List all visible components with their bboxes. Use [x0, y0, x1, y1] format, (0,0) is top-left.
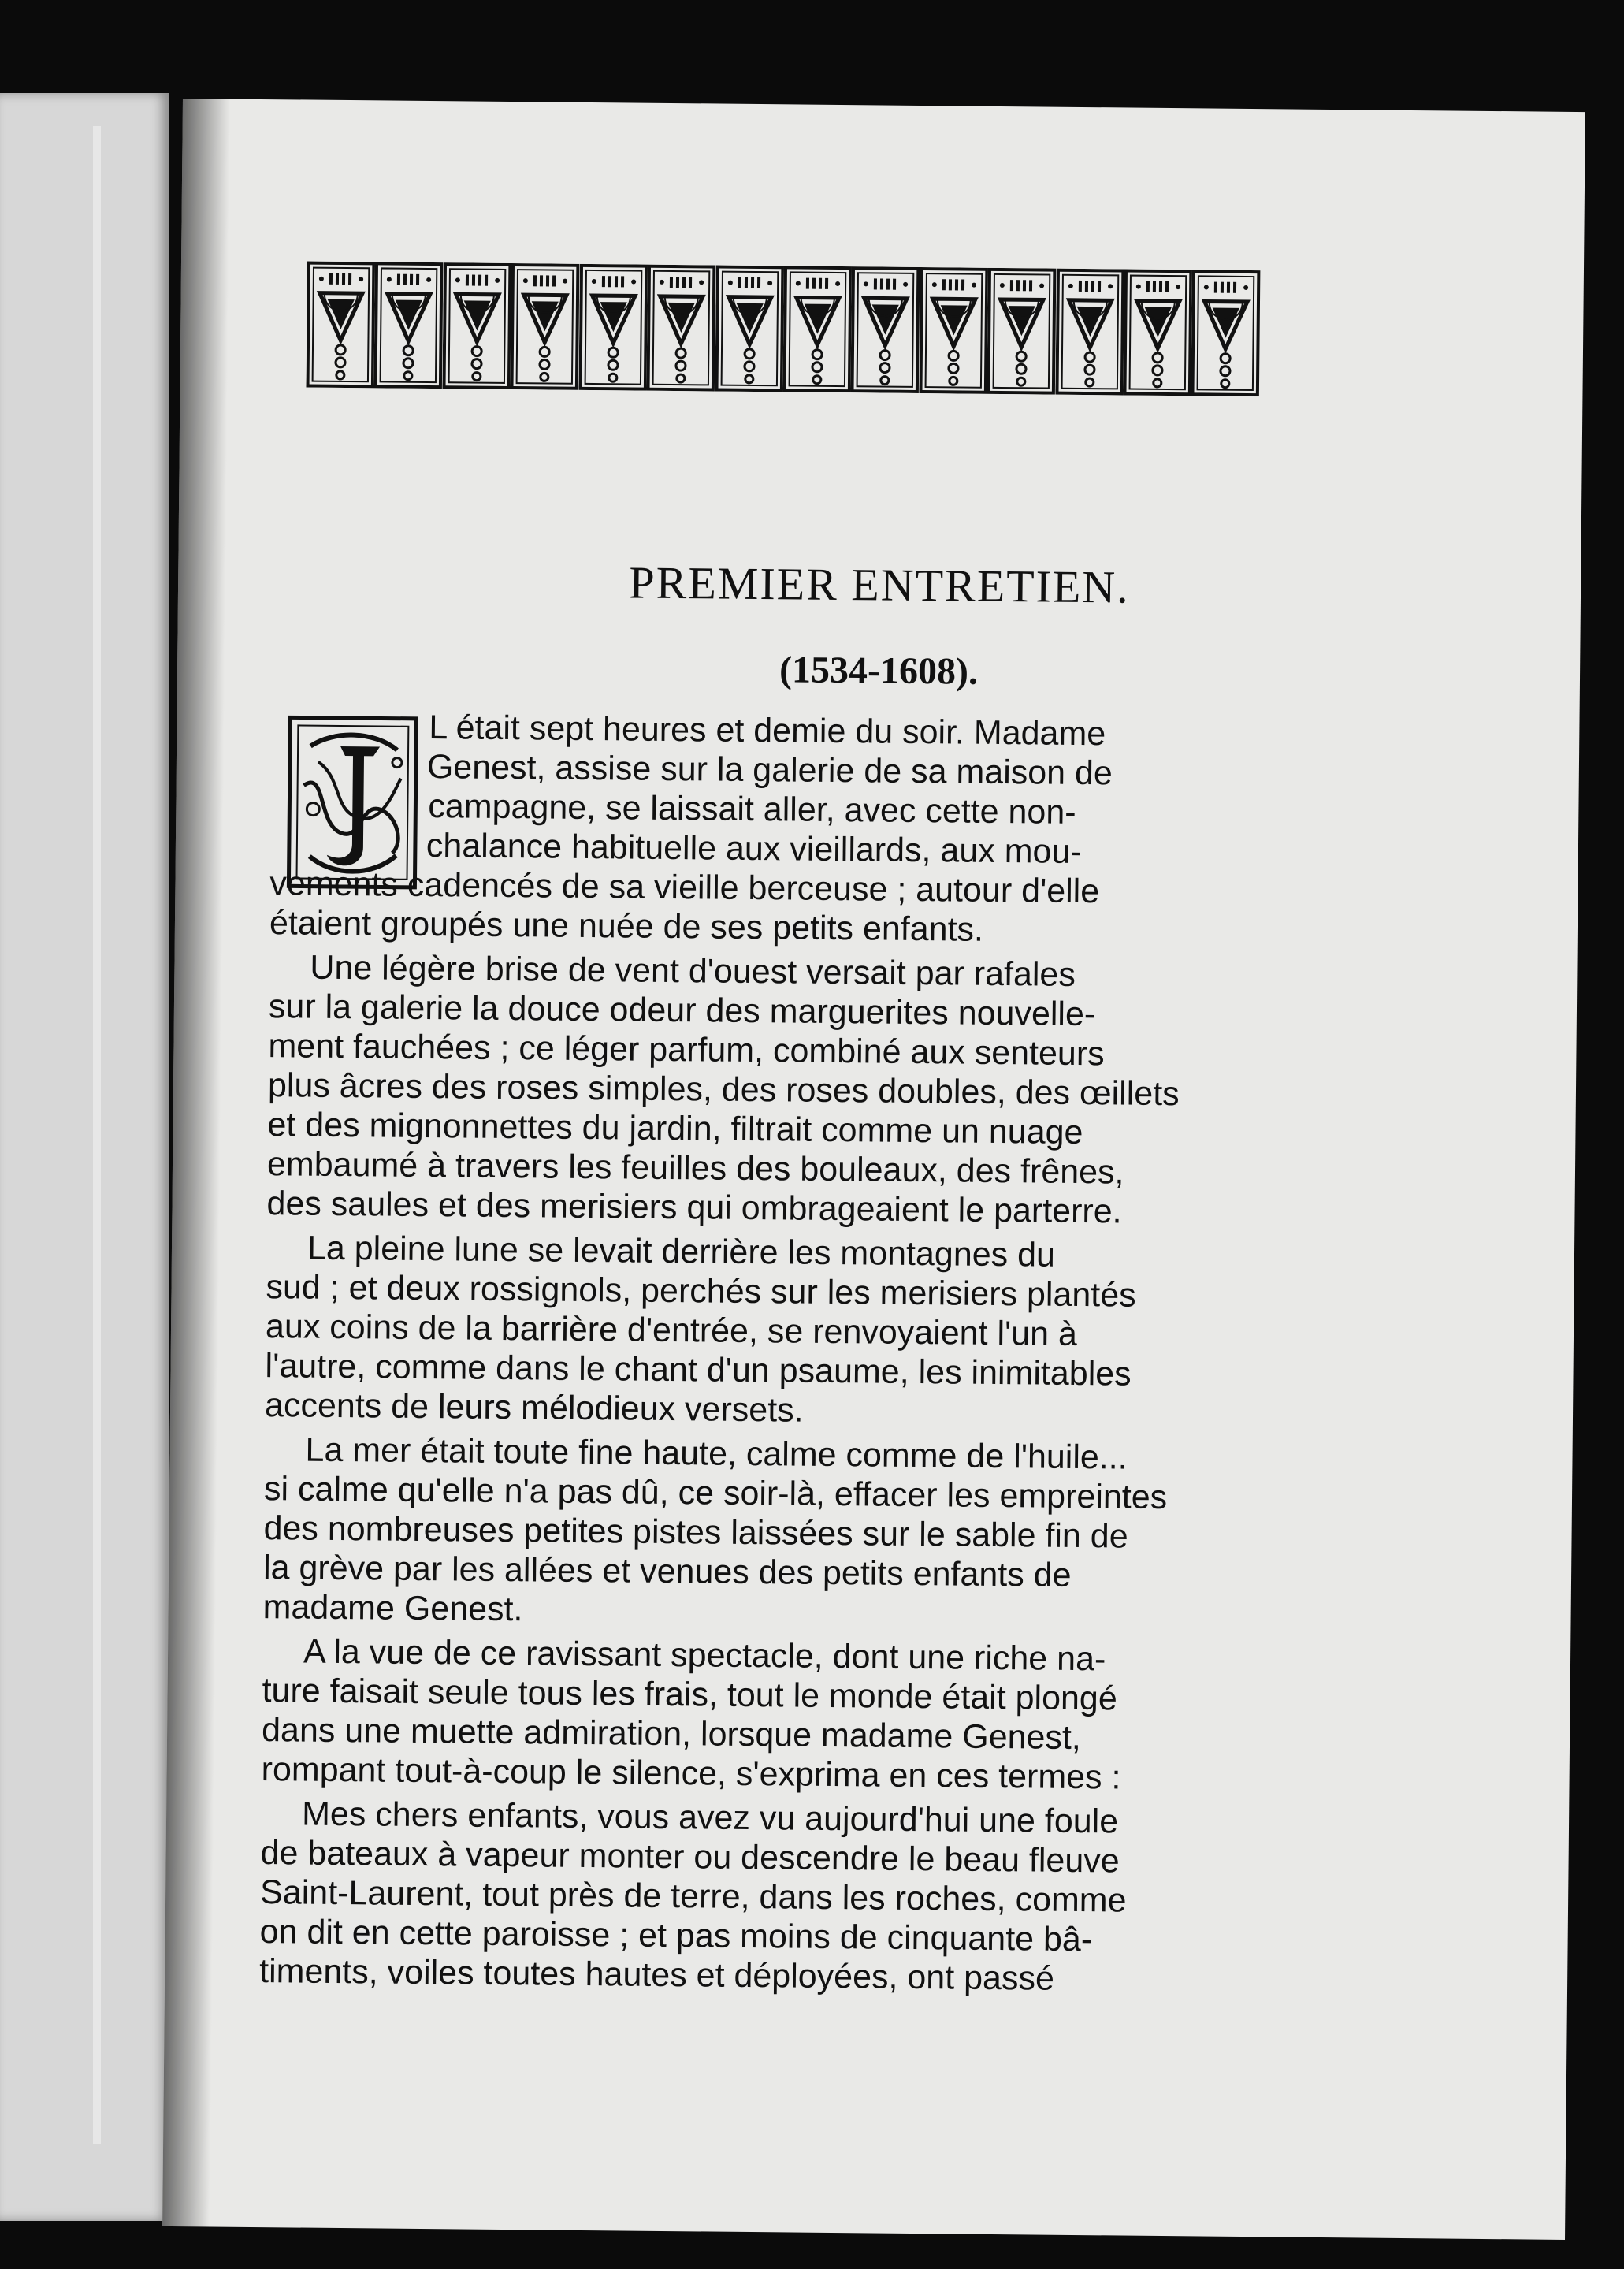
text-line-content: l'autre, comme dans le chant d'un psaume, les inimitables: [265, 1347, 1132, 1393]
text-line-content: Genest, assise sur la galerie de sa maison de: [426, 748, 1113, 793]
facing-page-highlight: [93, 126, 101, 2144]
text-line-content: chalance habituelle aux vieillards, aux mou-: [426, 827, 1082, 871]
gutter-shadow: [162, 99, 230, 2226]
text-line-content: L était sept heures et demie du soir. Madame: [429, 709, 1106, 753]
facing-page-edge: [0, 93, 169, 2221]
ornament-cell: [647, 265, 716, 392]
text-line-content: La pleine lune se levait derrière les montagnes du: [307, 1229, 1056, 1274]
text-line-content: dans une muette admiration, lorsque madame Genest,: [261, 1711, 1082, 1758]
ornament-icon: [306, 262, 375, 389]
text-line-content: ture faisait seule tous les frais, tout le monde était plongé: [262, 1672, 1117, 1718]
ornament-icon: [647, 265, 716, 392]
ornament-icon: [442, 262, 511, 389]
text-line-content: embaumé à travers les feuilles des bouleaux, des frênes,: [266, 1145, 1124, 1192]
ornament-cell: [987, 268, 1057, 395]
text-line-content: de bateaux à vapeur monter ou descendre le beau fleuve: [260, 1834, 1120, 1880]
ornament-icon: [782, 266, 852, 392]
ornament-cell: [1055, 269, 1124, 396]
body-text: [259, 706, 1422, 2007]
ornament-cell: [715, 266, 784, 392]
text-line-content: des nombreuses petites pistes laissées sur le sable fin de: [263, 1509, 1128, 1556]
ornament-icon: [374, 262, 444, 389]
chapter-dates: (1534-1608).: [779, 649, 979, 693]
text-line-content: rompant tout-à-coup le silence, s'exprima en ces termes :: [261, 1750, 1121, 1797]
ornament-icon: [715, 266, 784, 392]
text-line-content: et des mignonnettes du jardin, filtrait comme un nuage: [267, 1106, 1083, 1152]
text-line-content: vements cadencés de sa vieille berceuse ; autour d'elle: [269, 865, 1100, 911]
ornament-icon: [987, 268, 1057, 395]
book-page: [162, 99, 1585, 2240]
ornament-cell: [374, 262, 444, 389]
ornamental-header-band: [306, 262, 1260, 397]
text-line-content: Une légère brise de vent d'ouest versait par rafales: [310, 948, 1076, 994]
text-line-content: Saint-Laurent, tout près de terre, dans les roches, comme: [259, 1873, 1127, 1920]
ornament-cell: [851, 266, 920, 393]
text-line-content: plus âcres des roses simples, des roses doubles, des œillets: [267, 1066, 1180, 1114]
text-line-content: si calme qu'elle n'a pas dû, ce soir-là, effacer les empreintes: [263, 1470, 1168, 1517]
ornament-icon: [1124, 269, 1193, 396]
text-line-content: sud ; et deux rossignols, perchés sur les merisiers plantés: [266, 1268, 1136, 1315]
text-line-content: ment fauchées ; ce léger parfum, combiné aux senteurs: [268, 1027, 1105, 1073]
text-line-content: madame Genest.: [262, 1588, 523, 1629]
ornament-icon: [1191, 270, 1261, 396]
ornament-cell: [511, 263, 580, 390]
text-line-content: timents, voiles toutes hautes et déployées, ont passé: [258, 1952, 1055, 1998]
chapter-title: PREMIER ENTRETIEN.: [629, 556, 1131, 613]
ornament-cell: [782, 266, 852, 392]
text-line-content: des saules et des merisiers qui ombrageaient le parterre.: [266, 1185, 1122, 1231]
ornament-cell: [306, 262, 375, 389]
text-line-content: accents de leurs mélodieux versets.: [264, 1386, 804, 1430]
text-line-content: La mer était toute fine haute, calme comme de l'huile...: [305, 1430, 1128, 1477]
text-line-content: sur la galerie la douce odeur des marguerites nouvelle-: [268, 988, 1096, 1034]
text-line-content: A la vue de ce ravissant spectacle, dont une riche na-: [303, 1632, 1106, 1679]
text-line-content: la grève par les allées et venues des petits enfants de: [262, 1549, 1072, 1594]
ornament-cell: [578, 264, 648, 391]
text-line-content: Mes chers enfants, vous avez vu aujourd'hui une foule: [301, 1795, 1119, 1841]
ornament-cell: [1191, 270, 1261, 396]
text-line-content: étaient groupés une nuée de ses petits enfants.: [269, 904, 984, 949]
text-line-content: aux coins de la barrière d'entrée, se renvoyaient l'un à: [265, 1307, 1078, 1353]
text-line-content: campagne, se laissait aller, avec cette non-: [428, 787, 1076, 831]
ornament-icon: [511, 263, 580, 390]
ornament-cell: [442, 262, 511, 389]
ornament-icon: [578, 264, 648, 391]
ornament-icon: [851, 266, 920, 393]
ornament-cell: [1124, 269, 1193, 396]
ornament-cell: [919, 267, 988, 394]
ornament-icon: [919, 267, 988, 394]
ornament-icon: [1055, 269, 1124, 396]
text-line-content: on dit en cette paroisse ; et pas moins de cinquante bâ-: [259, 1913, 1093, 1959]
